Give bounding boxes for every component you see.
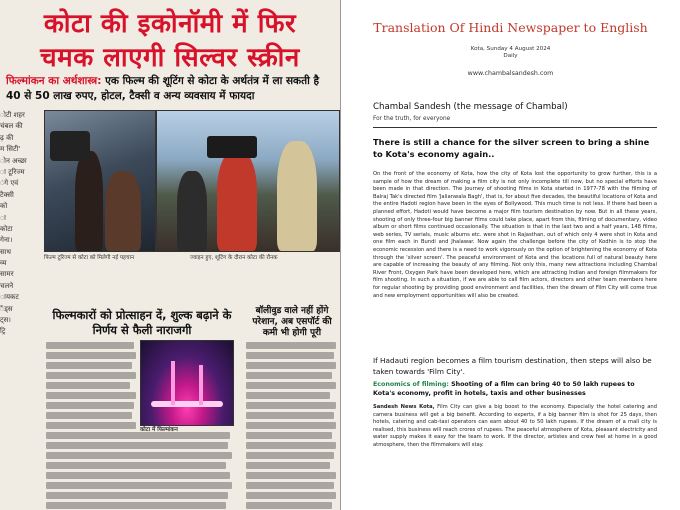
column-line: ट्रि: [0, 327, 6, 336]
photo3-caption: कोटा में फिल्मांकन: [140, 427, 178, 433]
column-line: कोटा: [0, 224, 13, 233]
clipping-sub-label: फिल्मांकन का अर्थशास्त्र:: [6, 75, 102, 87]
dateline: Kota, Sunday 4 August 2024: [470, 46, 551, 52]
column-line: ढ़ की: [0, 133, 14, 142]
article-subheadline: If Hadauti region becomes a film tourism destination, then steps will also be taken towards 'Film City'.: [373, 356, 652, 376]
frequency: Daily: [503, 53, 518, 59]
column-line: गेना।: [0, 236, 13, 245]
publication-name: Chambal Sandesh (the message of Chambal): [373, 102, 568, 112]
article-paragraph-2: [373, 404, 657, 450]
clipping-subheadline: [6, 74, 336, 104]
column-line: टैक्सी: [0, 190, 14, 199]
column-line: ंगे एवं: [0, 179, 19, 188]
photo2-caption: ज्वाइन हुए, शूटिंग के दौरान कोटा की रौनक: [190, 255, 278, 261]
column-line: ोन अच्छा: [0, 156, 27, 165]
economics-label: Economics of filming:: [373, 381, 449, 388]
column-line: को: [0, 202, 8, 211]
column-line: ट्स।: [0, 316, 11, 325]
clipping-headline-line1: कोटा की इकोनॉमी में फिर: [43, 9, 297, 39]
column-line: ा टूरिज्म: [0, 167, 25, 176]
publication-tagline: For the truth, for everyone: [373, 116, 451, 122]
article-headline: There is still a chance for the silver screen to bring a shine to Kota's economy again..: [373, 137, 650, 159]
clipping-headline-line2: चमक लाएगी सिल्वर स्क्रीन: [40, 43, 300, 73]
column-line: चंबल की: [0, 122, 23, 131]
clipping-mid-headline: फिल्मकारों को प्रोत्साहन दें, शुल्क बढ़ाने के निर्णय से फैली नाराजगी: [52, 308, 232, 337]
column-line: म सिटी': [0, 145, 21, 154]
chambal-riverfront-photo: [140, 340, 234, 426]
column-line: ोटी शहर: [0, 111, 25, 119]
column-line: साथ: [0, 247, 12, 256]
economics-text: Shooting of a film can bring 40 to 50 lakh rupees to Kota's economy, profit in hotels, taxis and other businesses: [373, 381, 635, 397]
column-line: ा: [0, 213, 6, 222]
translation-title: Translation Of Hindi Newspaper to English: [373, 20, 648, 35]
clipping-sub-text: एक फिल्म की शूटिंग से कोटा के अर्थतंत्र में ला सकती है 40 से 50 लाख रुपए, होटल, टैक्सी व अन्य व्यवसाय में फायदा: [6, 75, 320, 102]
divider: [373, 127, 657, 128]
column-line: व्य: [0, 259, 7, 268]
column-line: चलने: [0, 281, 14, 290]
translation-page: [341, 0, 680, 510]
clipping-left-column: [0, 110, 42, 510]
film-shooting-photo: [156, 110, 340, 252]
column-line: सामर: [0, 270, 14, 279]
paragraph-2-text: Film City can give a big boost to the economy. Especially the hotel catering and camera business will get a big benefit. According to experts, if a big banner film is shot for 25 days, then hotels, catering and cab-taxi operators can earn about 40 to 50 lakh rupees. If the dream of a mall city is realised, this business will reach crores of rupees. The peaceful atmosphere of Kota, pleasant electricity and water supply makes it easy for the team to work. If the director, artistes and crew feel at home in a good atmosphere, then the filmmakers will stay.: [373, 404, 657, 448]
website-link[interactable]: www.chambalsandesh.com: [467, 70, 554, 77]
article-paragraph-1: On the front of the economy of Kota, how the city of Kota lost the opportunity to grow further, this is a sample of how the dream of making a film city is not only incomplete till now, but no special efforts have been made in that direction. The journey of shooting films in Kota started in 1977-78 with the filming of Balraj Tak's directed film 'Jalianwala Bagh', that is, for about five decades, the beautiful locations of Kota and the entire Hadoti region have been in the eyes of Bollywood. This much time is not less. If there had been a planned effort, Hadoti would have become a major film tourism destination by now. But in all these years, shooting of only three-four big banner films could take place, apart from this, filming of documentary, video album or short films continued occasionally. The situation is that in the last two and a half years, 148 films, web series, TV serials, music albums etc. were shot in Rajasthan, out of which only 4 were shot in Kota and one film each in Bundi and Jhalawar. Now again the challenge before the city of Kodhin is to stop the economic recession and there is a need to work vigorously on the option of brightening the economy of Kota through the 'silver screen'. The peaceful environment of Kota and the locations full of natural beauty here are capable of increasing the beauty of any filming. Not only this, many new attractions including Chambal River Front, Oxygen Park have been developed here, which are attracting Indian and foreign filmmakers for film shooting. In such a situation, if we are able to call film actors, directors and other team members here for regular shooting by providing good environment and facilities, then the dream of Film City will come true and new employment opportunities will also be created.: [373, 171, 657, 299]
film-crew-photo: [44, 110, 156, 252]
byline: Sandesh News Kota,: [373, 404, 435, 410]
economics-line: [373, 380, 657, 398]
column-line: ैंड्स: [0, 304, 13, 313]
column-line: ायकट: [0, 293, 19, 302]
photo1-caption: फिल्म टूरिज्म से कोटा को मिलेगी नई पहचान: [44, 255, 135, 261]
clipping-side-headline: बॉलीवुड वाले नहीं होंगे परेशान, अब एसपॉर्ट की कमी भी होगी पूरी: [252, 306, 332, 338]
